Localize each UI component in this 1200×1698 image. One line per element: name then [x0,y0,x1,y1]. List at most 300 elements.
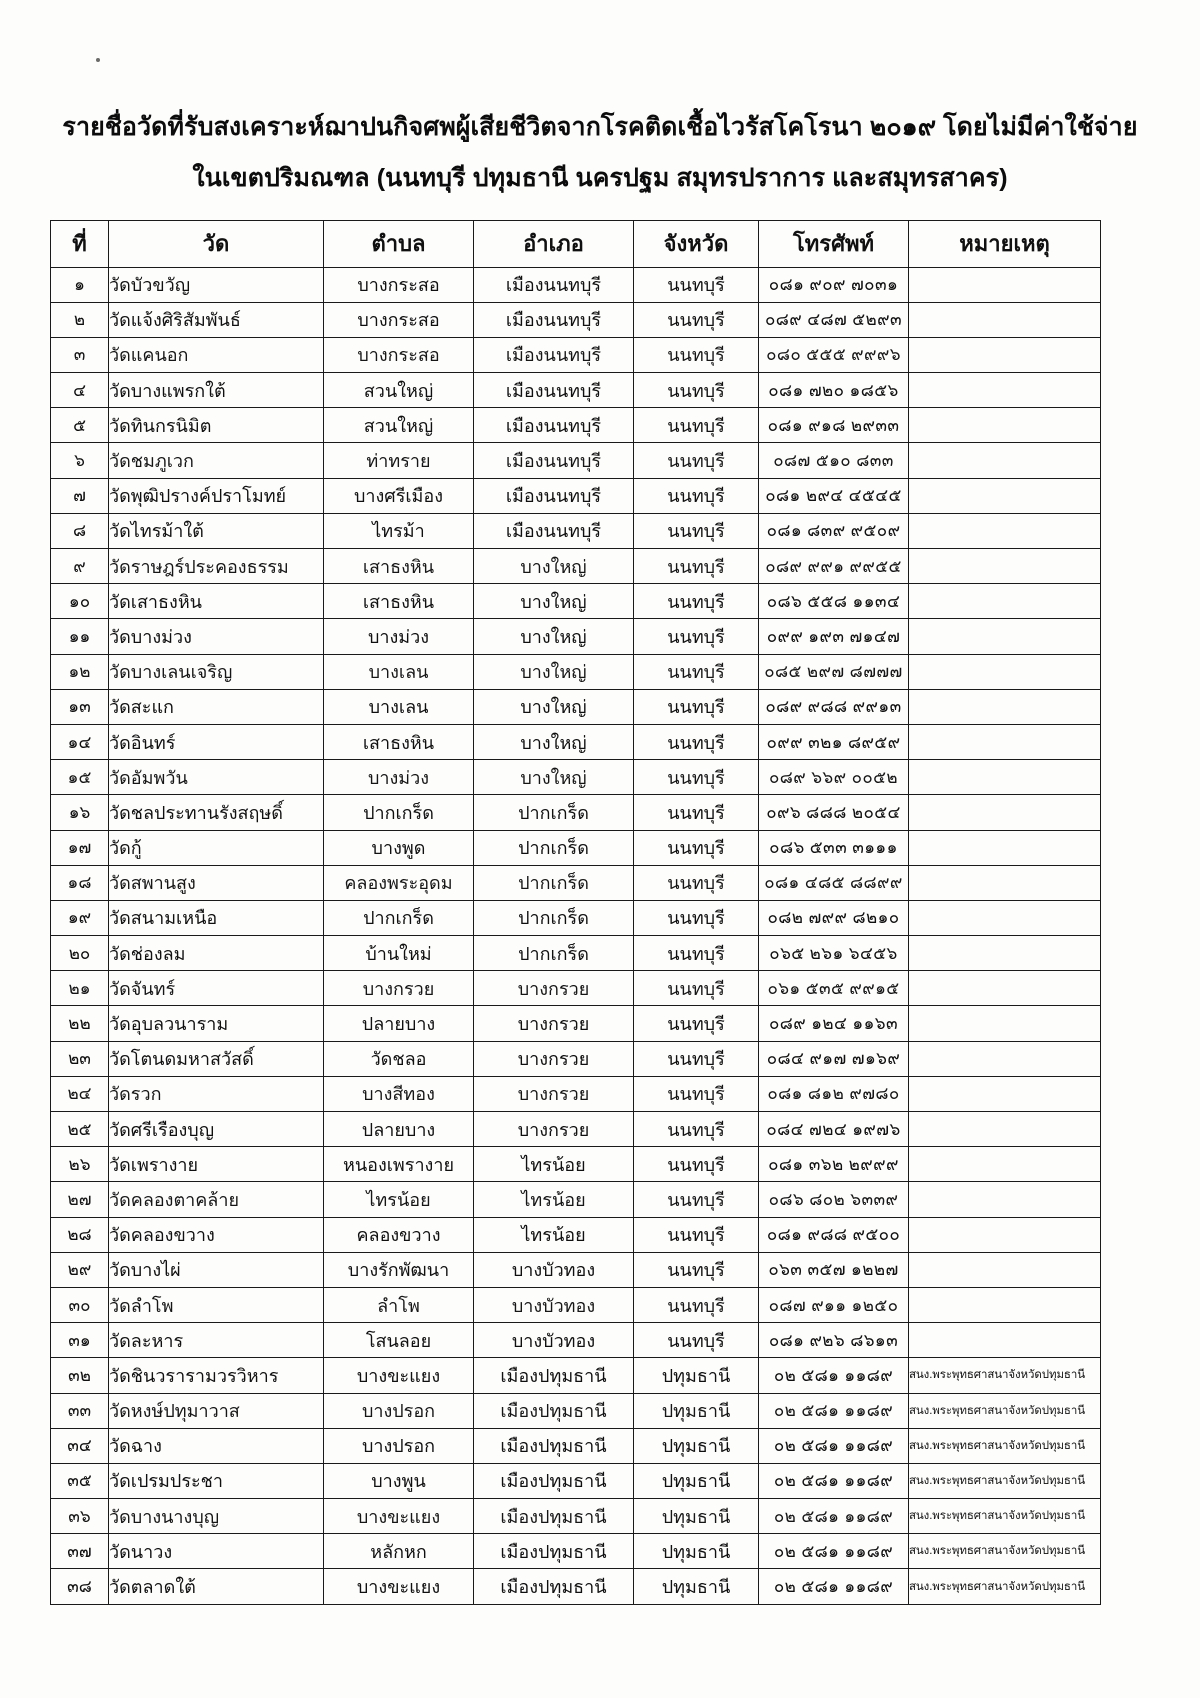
cell-note [909,1287,1101,1322]
cell-telephone: ๐๘๗ ๕๑๐ ๘๓๓ [759,443,909,478]
cell-no: ๖ [51,443,109,478]
cell-no: ๒๘ [51,1217,109,1252]
cell-no: ๗ [51,478,109,513]
column-header-telephone: โทรศัพท์ [759,220,909,267]
cell-subdistrict: คลองขวาง [324,1217,474,1252]
table-row [51,654,1101,689]
table-row [51,1323,1101,1358]
cell-note [909,1041,1101,1076]
cell-district: เมืองนนทบุรี [474,408,634,443]
cell-district: เมืองนนทบุรี [474,443,634,478]
cell-province: ปทุมธานี [634,1463,759,1498]
cell-telephone: ๐๘๗ ๙๑๑ ๑๒๕๐ [759,1287,909,1322]
cell-province: นนทบุรี [634,724,759,759]
cell-district: เมืองนนทบุรี [474,478,634,513]
cell-note [909,267,1101,302]
cell-temple: วัดละหาร [109,1323,324,1358]
cell-subdistrict: คลองพระอุดม [324,865,474,900]
cell-province: ปทุมธานี [634,1569,759,1604]
cell-temple: วัดบางม่วง [109,619,324,654]
cell-province: นนทบุรี [634,1217,759,1252]
cell-subdistrict: บางพูด [324,830,474,865]
cell-district: เมืองนนทบุรี [474,337,634,372]
cell-telephone: ๐๘๑ ๙๐๙ ๗๐๓๑ [759,267,909,302]
cell-subdistrict: ไทรน้อย [324,1182,474,1217]
table-row [51,302,1101,337]
cell-temple: วัดบัวขวัญ [109,267,324,302]
cell-note [909,724,1101,759]
cell-temple: วัดบางนางบุญ [109,1499,324,1534]
cell-no: ๒๐ [51,936,109,971]
cell-province: นนทบุรี [634,619,759,654]
cell-district: บางบัวทอง [474,1252,634,1287]
cell-note [909,513,1101,548]
cell-province: นนทบุรี [634,654,759,689]
cell-province: ปทุมธานี [634,1393,759,1428]
cell-province: นนทบุรี [634,1252,759,1287]
table-row [51,443,1101,478]
cell-temple: วัดคลองตาคล้าย [109,1182,324,1217]
cell-no: ๓๓ [51,1393,109,1428]
cell-subdistrict: บางกระสอ [324,337,474,372]
cell-telephone: ๐๒ ๕๘๑ ๑๑๘๙ [759,1428,909,1463]
column-header-subdistrict: ตำบล [324,220,474,267]
cell-subdistrict: บางพูน [324,1463,474,1498]
cell-district: เมืองนนทบุรี [474,373,634,408]
cell-telephone: ๐๘๑ ๙๘๘ ๙๕๐๐ [759,1217,909,1252]
cell-province: นนทบุรี [634,337,759,372]
cell-province: นนทบุรี [634,584,759,619]
cell-temple: วัดอุบลวนาราม [109,1006,324,1041]
cell-subdistrict: บางม่วง [324,760,474,795]
cell-note [909,1006,1101,1041]
cell-subdistrict: บางขะแยง [324,1569,474,1604]
table-row [51,337,1101,372]
table-row [51,936,1101,971]
cell-subdistrict: สวนใหญ่ [324,408,474,443]
cell-district: บางกรวย [474,1076,634,1111]
cell-temple: วัดชลประทานรังสฤษดิ์ [109,795,324,830]
cell-province: ปทุมธานี [634,1534,759,1569]
cell-subdistrict: ปลายบาง [324,1112,474,1147]
table-row [51,1147,1101,1182]
table-row [51,1252,1101,1287]
cell-district: ไทรน้อย [474,1217,634,1252]
column-header-no: ที่ [51,220,109,267]
cell-note [909,654,1101,689]
cell-telephone: ๐๘๑ ๔๘๕ ๘๘๙๙ [759,865,909,900]
cell-note [909,443,1101,478]
cell-district: บางใหญ่ [474,654,634,689]
cell-telephone: ๐๘๖ ๘๐๒ ๖๓๓๙ [759,1182,909,1217]
cell-province: นนทบุรี [634,1076,759,1111]
table-row [51,513,1101,548]
cell-note [909,1076,1101,1111]
cell-temple: วัดนาวง [109,1534,324,1569]
cell-note: สนง.พระพุทธศาสนาจังหวัดปทุมธานี [909,1569,1101,1604]
cell-no: ๓๘ [51,1569,109,1604]
cell-district: เมืองปทุมธานี [474,1428,634,1463]
cell-district: บางบัวทอง [474,1287,634,1322]
table-row [51,971,1101,1006]
cell-note [909,373,1101,408]
cell-district: ปากเกร็ด [474,830,634,865]
cell-no: ๑๐ [51,584,109,619]
cell-note: สนง.พระพุทธศาสนาจังหวัดปทุมธานี [909,1358,1101,1393]
cell-telephone: ๐๘๑ ๙๒๖ ๘๖๑๓ [759,1323,909,1358]
cell-subdistrict: บางกรวย [324,971,474,1006]
cell-district: เมืองปทุมธานี [474,1534,634,1569]
cell-temple: วัดแจ้งศิริสัมพันธ์ [109,302,324,337]
cell-subdistrict: ปลายบาง [324,1006,474,1041]
cell-temple: วัดสพานสูง [109,865,324,900]
table-row [51,1112,1101,1147]
cell-note [909,865,1101,900]
cell-province: นนทบุรี [634,760,759,795]
cell-telephone: ๐๘๖ ๕๕๘ ๑๑๓๔ [759,584,909,619]
cell-temple: วัดอัมพวัน [109,760,324,795]
cell-province: นนทบุรี [634,1287,759,1322]
cell-subdistrict: ไทรม้า [324,513,474,548]
cell-district: บางกรวย [474,1112,634,1147]
cell-no: ๓ [51,337,109,372]
cell-province: นนทบุรี [634,1147,759,1182]
cell-district: ปากเกร็ด [474,900,634,935]
cell-district: บางใหญ่ [474,689,634,724]
cell-district: บางใหญ่ [474,760,634,795]
table-row [51,724,1101,759]
cell-district: เมืองนนทบุรี [474,267,634,302]
table-row [51,1569,1101,1604]
temple-table-container [50,220,1150,1605]
column-header-temple: วัด [109,220,324,267]
cell-temple: วัดบางเลนเจริญ [109,654,324,689]
cell-telephone: ๐๒ ๕๘๑ ๑๑๘๙ [759,1358,909,1393]
cell-province: นนทบุรี [634,936,759,971]
cell-no: ๑๔ [51,724,109,759]
cell-district: บางกรวย [474,1006,634,1041]
cell-subdistrict: หนองเพรางาย [324,1147,474,1182]
cell-province: นนทบุรี [634,971,759,1006]
cell-telephone: ๐๘๕ ๒๙๗ ๘๗๗๗ [759,654,909,689]
cell-note [909,900,1101,935]
table-row [51,1076,1101,1111]
cell-no: ๓๖ [51,1499,109,1534]
cell-temple: วัดรวก [109,1076,324,1111]
table-row [51,795,1101,830]
cell-note [909,936,1101,971]
cell-telephone: ๐๘๐ ๕๕๕ ๙๙๙๖ [759,337,909,372]
cell-temple: วัดเสาธงหิน [109,584,324,619]
cell-note: สนง.พระพุทธศาสนาจังหวัดปทุมธานี [909,1499,1101,1534]
cell-temple: วัดเพรางาย [109,1147,324,1182]
cell-note [909,760,1101,795]
cell-no: ๓๔ [51,1428,109,1463]
column-header-province: จังหวัด [634,220,759,267]
cell-subdistrict: เสาธงหิน [324,724,474,759]
cell-note: สนง.พระพุทธศาสนาจังหวัดปทุมธานี [909,1393,1101,1428]
cell-temple: วัดราษฎร์ประคองธรรม [109,549,324,584]
cell-no: ๔ [51,373,109,408]
temple-list-table [50,220,1101,1605]
cell-telephone: ๐๘๙ ๔๘๗ ๕๒๙๓ [759,302,909,337]
cell-note [909,584,1101,619]
cell-subdistrict: บางกระสอ [324,267,474,302]
cell-district: ไทรน้อย [474,1147,634,1182]
cell-no: ๒ [51,302,109,337]
cell-no: ๒๗ [51,1182,109,1217]
cell-province: นนทบุรี [634,408,759,443]
cell-temple: วัดสะแก [109,689,324,724]
table-row [51,760,1101,795]
cell-note [909,549,1101,584]
cell-province: นนทบุรี [634,830,759,865]
cell-district: บางบัวทอง [474,1323,634,1358]
cell-telephone: ๐๒ ๕๘๑ ๑๑๘๙ [759,1569,909,1604]
cell-note: สนง.พระพุทธศาสนาจังหวัดปทุมธานี [909,1534,1101,1569]
cell-district: บางกรวย [474,1041,634,1076]
cell-temple: วัดบางไผ่ [109,1252,324,1287]
cell-district: บางใหญ่ [474,724,634,759]
cell-temple: วัดบางแพรกใต้ [109,373,324,408]
cell-no: ๒๔ [51,1076,109,1111]
cell-telephone: ๐๖๕ ๒๖๑ ๖๔๕๖ [759,936,909,971]
cell-district: เมืองปทุมธานี [474,1569,634,1604]
cell-no: ๓๑ [51,1323,109,1358]
table-row [51,1041,1101,1076]
cell-temple: วัดฉาง [109,1428,324,1463]
cell-note [909,1182,1101,1217]
cell-no: ๘ [51,513,109,548]
cell-telephone: ๐๘๒ ๗๙๙ ๘๒๑๐ [759,900,909,935]
cell-telephone: ๐๘๙ ๖๖๙ ๐๐๕๒ [759,760,909,795]
table-row [51,1499,1101,1534]
cell-province: นนทบุรี [634,478,759,513]
scan-speck [96,58,100,62]
cell-telephone: ๐๙๙ ๓๒๑ ๘๙๕๙ [759,724,909,759]
cell-district: เมืองนนทบุรี [474,302,634,337]
cell-district: บางกรวย [474,971,634,1006]
cell-temple: วัดศรีเรืองบุญ [109,1112,324,1147]
cell-telephone: ๐๘๑ ๒๙๔ ๔๕๔๕ [759,478,909,513]
table-row [51,900,1101,935]
cell-note [909,478,1101,513]
page-title-line-1: รายชื่อวัดที่รับสงเคราะห์ฌาปนกิจศพผู้เสียชีวิตจากโรคติดเชื้อไวรัสโคโรนา ๒๐๑๙ โดยไม่มีค่าใช้จ่าย [62,113,1138,141]
cell-no: ๑๖ [51,795,109,830]
cell-note [909,1252,1101,1287]
cell-province: นนทบุรี [634,795,759,830]
cell-subdistrict: สวนใหญ่ [324,373,474,408]
cell-temple: วัดชมภูเวก [109,443,324,478]
table-row [51,1393,1101,1428]
cell-telephone: ๐๙๙ ๑๙๓ ๗๑๔๗ [759,619,909,654]
cell-no: ๑๗ [51,830,109,865]
cell-province: ปทุมธานี [634,1428,759,1463]
cell-note [909,302,1101,337]
cell-temple: วัดจันทร์ [109,971,324,1006]
table-row [51,549,1101,584]
column-header-district: อำเภอ [474,220,634,267]
cell-district: เมืองปทุมธานี [474,1358,634,1393]
cell-temple: วัดอินทร์ [109,724,324,759]
cell-province: นนทบุรี [634,1041,759,1076]
cell-telephone: ๐๙๖ ๘๘๘ ๒๐๕๔ [759,795,909,830]
page-title [0,0,1200,198]
cell-note [909,689,1101,724]
table-header [51,220,1101,267]
cell-no: ๑ [51,267,109,302]
cell-district: เมืองนนทบุรี [474,513,634,548]
cell-no: ๑๙ [51,900,109,935]
cell-temple: วัดทินกรนิมิต [109,408,324,443]
cell-province: นนทบุรี [634,1182,759,1217]
cell-subdistrict: บ้านใหม่ [324,936,474,971]
cell-subdistrict: ลำโพ [324,1287,474,1322]
table-row [51,1006,1101,1041]
cell-note [909,408,1101,443]
cell-telephone: ๐๘๑ ๘๑๒ ๙๗๘๐ [759,1076,909,1111]
cell-telephone: ๐๒ ๕๘๑ ๑๑๘๙ [759,1463,909,1498]
table-row [51,267,1101,302]
cell-temple: วัดเปรมประชา [109,1463,324,1498]
cell-note [909,1112,1101,1147]
cell-subdistrict: บางขะแยง [324,1499,474,1534]
cell-no: ๑๒ [51,654,109,689]
cell-subdistrict: วัดชลอ [324,1041,474,1076]
cell-subdistrict: เสาธงหิน [324,584,474,619]
cell-note [909,971,1101,1006]
table-row [51,689,1101,724]
cell-no: ๑๘ [51,865,109,900]
cell-no: ๓๗ [51,1534,109,1569]
table-row [51,1358,1101,1393]
cell-district: ปากเกร็ด [474,936,634,971]
cell-temple: วัดโตนดมหาสวัสดิ์ [109,1041,324,1076]
cell-subdistrict: บางเลน [324,654,474,689]
cell-district: เมืองปทุมธานี [474,1499,634,1534]
cell-district: บางใหญ่ [474,549,634,584]
cell-subdistrict: บางปรอก [324,1393,474,1428]
cell-temple: วัดแคนอก [109,337,324,372]
cell-province: นนทบุรี [634,689,759,724]
cell-subdistrict: บางกระสอ [324,302,474,337]
cell-note [909,795,1101,830]
cell-note [909,1147,1101,1182]
cell-temple: วัดสนามเหนือ [109,900,324,935]
cell-note: สนง.พระพุทธศาสนาจังหวัดปทุมธานี [909,1428,1101,1463]
table-row [51,1534,1101,1569]
cell-temple: วัดลำโพ [109,1287,324,1322]
cell-no: ๑๑ [51,619,109,654]
cell-no: ๕ [51,408,109,443]
cell-district: บางใหญ่ [474,619,634,654]
cell-telephone: ๐๘๑ ๓๖๒ ๒๙๙๙ [759,1147,909,1182]
cell-telephone: ๐๘๔ ๗๒๔ ๑๙๗๖ [759,1112,909,1147]
cell-temple: วัดตลาดใต้ [109,1569,324,1604]
table-header-row [51,220,1101,267]
table-row [51,619,1101,654]
cell-province: นนทบุรี [634,302,759,337]
cell-telephone: ๐๒ ๕๘๑ ๑๑๘๙ [759,1534,909,1569]
cell-telephone: ๐๘๑ ๘๓๙ ๙๕๐๙ [759,513,909,548]
table-row [51,584,1101,619]
cell-no: ๑๕ [51,760,109,795]
cell-province: นนทบุรี [634,373,759,408]
cell-no: ๓๐ [51,1287,109,1322]
cell-note [909,619,1101,654]
cell-district: ปากเกร็ด [474,865,634,900]
cell-district: ไทรน้อย [474,1182,634,1217]
cell-province: นนทบุรี [634,443,759,478]
cell-note [909,337,1101,372]
cell-subdistrict: เสาธงหิน [324,549,474,584]
table-body [51,267,1101,1604]
cell-subdistrict: ปากเกร็ด [324,900,474,935]
cell-telephone: ๐๘๙ ๙๙๑ ๙๙๕๕ [759,549,909,584]
table-row [51,1463,1101,1498]
table-row [51,408,1101,443]
cell-subdistrict: โสนลอย [324,1323,474,1358]
table-row [51,830,1101,865]
cell-note [909,1217,1101,1252]
cell-telephone: ๐๒ ๕๘๑ ๑๑๘๙ [759,1499,909,1534]
cell-telephone: ๐๘๑ ๗๒๐ ๑๘๕๖ [759,373,909,408]
cell-temple: วัดช่องลม [109,936,324,971]
cell-no: ๙ [51,549,109,584]
cell-subdistrict: หลักหก [324,1534,474,1569]
cell-subdistrict: บางสีทอง [324,1076,474,1111]
table-row [51,373,1101,408]
cell-subdistrict: ท่าทราย [324,443,474,478]
cell-no: ๒๑ [51,971,109,1006]
cell-no: ๑๓ [51,689,109,724]
cell-province: นนทบุรี [634,1006,759,1041]
cell-no: ๓๒ [51,1358,109,1393]
cell-telephone: ๐๖๑ ๕๓๕ ๙๙๑๕ [759,971,909,1006]
cell-telephone: ๐๘๑ ๙๑๘ ๒๙๓๓ [759,408,909,443]
table-row [51,1182,1101,1217]
cell-no: ๒๖ [51,1147,109,1182]
cell-district: เมืองปทุมธานี [474,1393,634,1428]
cell-telephone: ๐๒ ๕๘๑ ๑๑๘๙ [759,1393,909,1428]
cell-subdistrict: บางศรีเมือง [324,478,474,513]
table-row [51,865,1101,900]
cell-subdistrict: ปากเกร็ด [324,795,474,830]
cell-temple: วัดกู้ [109,830,324,865]
cell-temple: วัดชินวรารามวรวิหาร [109,1358,324,1393]
cell-no: ๒๓ [51,1041,109,1076]
cell-subdistrict: บางรักพัฒนา [324,1252,474,1287]
table-row [51,1287,1101,1322]
cell-note: สนง.พระพุทธศาสนาจังหวัดปทุมธานี [909,1463,1101,1498]
cell-no: ๓๕ [51,1463,109,1498]
cell-district: เมืองปทุมธานี [474,1463,634,1498]
cell-note [909,830,1101,865]
cell-province: นนทบุรี [634,549,759,584]
cell-province: นนทบุรี [634,865,759,900]
cell-province: นนทบุรี [634,513,759,548]
cell-subdistrict: บางเลน [324,689,474,724]
cell-subdistrict: บางขะแยง [324,1358,474,1393]
cell-province: นนทบุรี [634,267,759,302]
cell-subdistrict: บางปรอก [324,1428,474,1463]
cell-telephone: ๐๘๖ ๕๓๓ ๓๑๑๑ [759,830,909,865]
cell-telephone: ๐๘๙ ๑๒๔ ๑๑๖๓ [759,1006,909,1041]
column-header-note: หมายเหตุ [909,220,1101,267]
cell-province: ปทุมธานี [634,1499,759,1534]
cell-district: ปากเกร็ด [474,795,634,830]
cell-no: ๒๙ [51,1252,109,1287]
